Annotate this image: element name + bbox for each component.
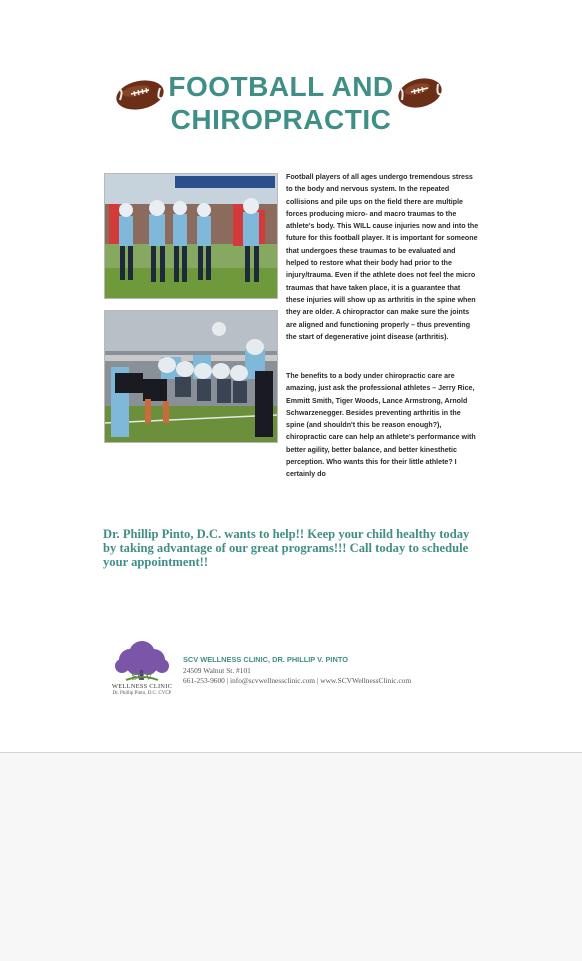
logo-mark-text: SCV (131, 671, 153, 683)
football-team-photo (104, 173, 278, 299)
clinic-address: 24509 Walnut St. #101 (183, 666, 251, 675)
body-paragraph-2: The benefits to a body under chiropractic care are amazing, just ask the professional athletes – Jerry Rice, Emmitt Smith, Tiger Woods, Lance Armstrong, Arnold Schwarzenegger. Besides preventing arthritis in the spine (and shouldn't this be reason enough?), chiropractic care can help an athlete's performance with better agility, better balance, and better kinesthetic perception. Who wants this for their little athlete? I certainly do (286, 372, 476, 479)
clinic-contact: 661-253-9600 | info@scvwellnessclinic.com | www.SCVWellnessClinic.com (183, 676, 412, 685)
call-to-action: Dr. Phillip Pinto, D.C. wants to help!! Keep your child healthy today by taking advantage of our great programs!!! Call today to schedule your appointment!! (103, 527, 470, 569)
logo-subtitle: Dr. Phillip Pinto, D.C. CVCP (112, 691, 172, 696)
body-paragraph-1: Football players of all ages undergo tremendous stress to the body and nervous system. In the repeated collisions and pile ups on the field there are multiple forces producing micro- and macro traumas to the athlete's body. This WILL cause injuries now and into the future for this football player. It is important for someone that undergoes these traumas to be evaluated and helped to restore what their body had prior to the injury/trauma. Even if the athlete does not feel the micro traumas that have taken place, it is a guarantee that these injuries will show up as arthritis in the spine when they are older. A chiropractor can make sure the joints are aligned and functioning properly – thus preventing the start of degenerative joint disease (arthritis). (286, 173, 479, 341)
title-line-1: FOOTBALL AND (168, 71, 394, 102)
logo-name: WELLNESS CLINIC (111, 683, 173, 690)
football-icon (396, 74, 444, 112)
title-line-2: CHIROPRACTIC (170, 104, 392, 135)
football-lineup-photo (104, 310, 278, 443)
page-title (150, 70, 412, 136)
clinic-name: SCV WELLNESS CLINIC, DR. PHILLIP V. PINTO (183, 655, 348, 664)
blank-page-area (0, 752, 582, 961)
